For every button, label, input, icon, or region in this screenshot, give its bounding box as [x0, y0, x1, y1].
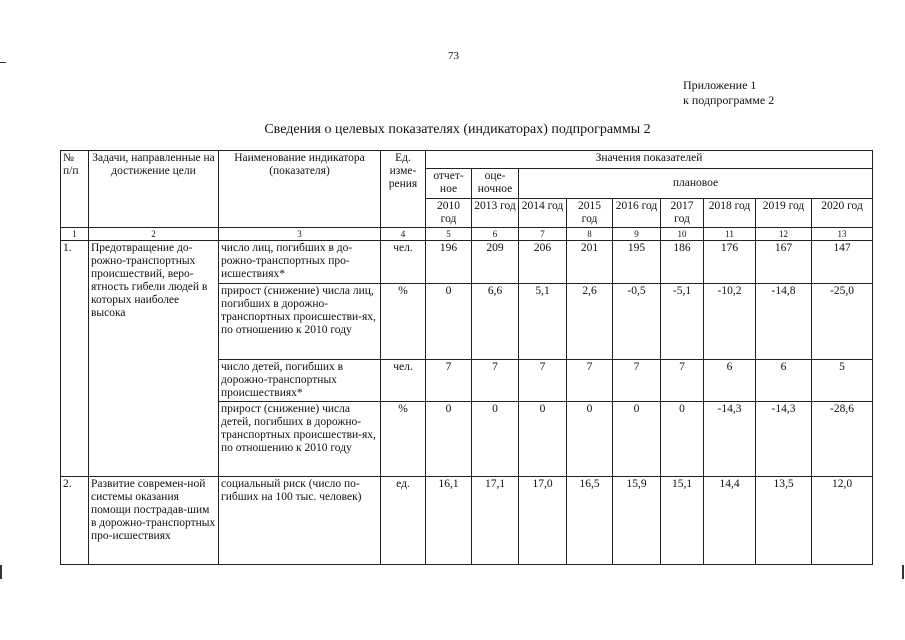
indicator-unit: % [381, 284, 426, 360]
indicator-name: прирост (снижение) числа детей, погибших в дорожно-транспортных происшестви-ях, по отношению к 2010 году [219, 402, 381, 477]
indicator-value: 15,1 [661, 477, 704, 565]
year-header: 2014 год [519, 199, 567, 228]
indicator-value: 167 [756, 241, 812, 284]
indicator-name: прирост (снижение) числа лиц, погибших в дорожно-транспортных происшестви-ях, по отношению к 2010 году [219, 284, 381, 360]
year-header: 2016 год [613, 199, 661, 228]
indicator-value: 209 [472, 241, 519, 284]
indicator-value: 7 [426, 360, 472, 402]
table-row [61, 477, 873, 565]
indicators-table [60, 150, 873, 565]
right-margin-mark [902, 565, 904, 579]
year-header: 2019 год [756, 199, 812, 228]
column-number: 11 [704, 228, 756, 241]
indicator-value: 147 [812, 241, 873, 284]
indicator-value: 186 [661, 241, 704, 284]
indicator-value: 5 [812, 360, 873, 402]
table-row [61, 241, 873, 284]
document-title: Сведения о целевых показателях (индикаторах) подпрограммы 2 [264, 122, 651, 137]
column-number: 2 [89, 228, 219, 241]
indicator-value: 17,1 [472, 477, 519, 565]
indicator-value: 2,6 [567, 284, 613, 360]
indicator-value: 206 [519, 241, 567, 284]
year-header: 2013 год [472, 199, 519, 228]
column-number: 5 [426, 228, 472, 241]
header-planned: плановое [519, 169, 873, 199]
appendix-line-2: к подпрограмме 2 [683, 93, 775, 107]
task-description: Развитие современ-ной системы оказания помощи пострадав-шим в дорожно-транспортных про-исшествиях [89, 477, 219, 565]
indicator-value: 7 [613, 360, 661, 402]
indicator-value: -14,3 [756, 402, 812, 477]
column-number: 4 [381, 228, 426, 241]
column-number: 8 [567, 228, 613, 241]
indicator-value: 176 [704, 241, 756, 284]
indicator-value: 16,1 [426, 477, 472, 565]
task-description: Предотвращение до-рожно-транспортных происшествий, веро-ятность гибели людей в которых наиболее высока [89, 241, 219, 477]
indicator-value: 0 [426, 402, 472, 477]
indicator-unit: % [381, 402, 426, 477]
year-header: 2018 год [704, 199, 756, 228]
left-margin-mark [0, 62, 6, 63]
indicator-value: 6 [704, 360, 756, 402]
indicator-value: -5,1 [661, 284, 704, 360]
indicator-value: -14,3 [704, 402, 756, 477]
year-header: 2010 год [426, 199, 472, 228]
column-number: 1 [61, 228, 89, 241]
year-header: 2020 год [812, 199, 873, 228]
indicator-value: 0 [519, 402, 567, 477]
indicator-value: 16,5 [567, 477, 613, 565]
indicator-value: 6,6 [472, 284, 519, 360]
indicator-value: -28,6 [812, 402, 873, 477]
indicator-value: 17,0 [519, 477, 567, 565]
column-number: 13 [812, 228, 873, 241]
indicator-value: 0 [661, 402, 704, 477]
indicator-value: -14,8 [756, 284, 812, 360]
indicator-value: 0 [613, 402, 661, 477]
year-header: 2015 год [567, 199, 613, 228]
indicator-value: 6 [756, 360, 812, 402]
appendix-line-1: Приложение 1 [683, 78, 757, 92]
indicator-value: -10,2 [704, 284, 756, 360]
indicator-value: 201 [567, 241, 613, 284]
indicator-value: -0,5 [613, 284, 661, 360]
indicator-name: социальный риск (число по-гибших на 100 тыс. человек) [219, 477, 381, 565]
column-number: 6 [472, 228, 519, 241]
header-task: Задачи, направленные на достижение цели [89, 151, 219, 228]
header-indicator: Наименование индикатора (показателя) [219, 151, 381, 228]
column-number: 9 [613, 228, 661, 241]
indicator-unit: ед. [381, 477, 426, 565]
indicator-value: 12,0 [812, 477, 873, 565]
indicator-value: 7 [472, 360, 519, 402]
indicator-value: 13,5 [756, 477, 812, 565]
indicator-value: 0 [567, 402, 613, 477]
appendix-note [683, 78, 774, 108]
header-reported: отчет-ное [426, 169, 472, 199]
indicator-value: 5,1 [519, 284, 567, 360]
column-number: 7 [519, 228, 567, 241]
year-header: 2017 год [661, 199, 704, 228]
left-margin-mark [0, 565, 2, 579]
indicator-value: 15,9 [613, 477, 661, 565]
indicator-value: 14,4 [704, 477, 756, 565]
indicator-value: 7 [661, 360, 704, 402]
header-values: Значения показателей [426, 151, 873, 169]
task-number: 2. [61, 477, 89, 565]
indicator-name: число детей, погибших в дорожно-транспортных происшествиях* [219, 360, 381, 402]
indicator-value: 0 [426, 284, 472, 360]
indicator-unit: чел. [381, 360, 426, 402]
indicator-name: число лиц, погибших в до-рожно-транспортных про-исшествиях* [219, 241, 381, 284]
column-number: 12 [756, 228, 812, 241]
column-number: 3 [219, 228, 381, 241]
indicator-value: -25,0 [812, 284, 873, 360]
indicator-value: 195 [613, 241, 661, 284]
task-number: 1. [61, 241, 89, 477]
header-estimated: оце-ночное [472, 169, 519, 199]
header-num: № п/п [61, 151, 89, 228]
indicator-value: 0 [472, 402, 519, 477]
column-number: 10 [661, 228, 704, 241]
indicator-value: 196 [426, 241, 472, 284]
header-unit: Ед. изме-рения [381, 151, 426, 228]
indicator-value: 7 [519, 360, 567, 402]
indicator-unit: чел. [381, 241, 426, 284]
page-number: 73 [448, 50, 459, 62]
indicator-value: 7 [567, 360, 613, 402]
